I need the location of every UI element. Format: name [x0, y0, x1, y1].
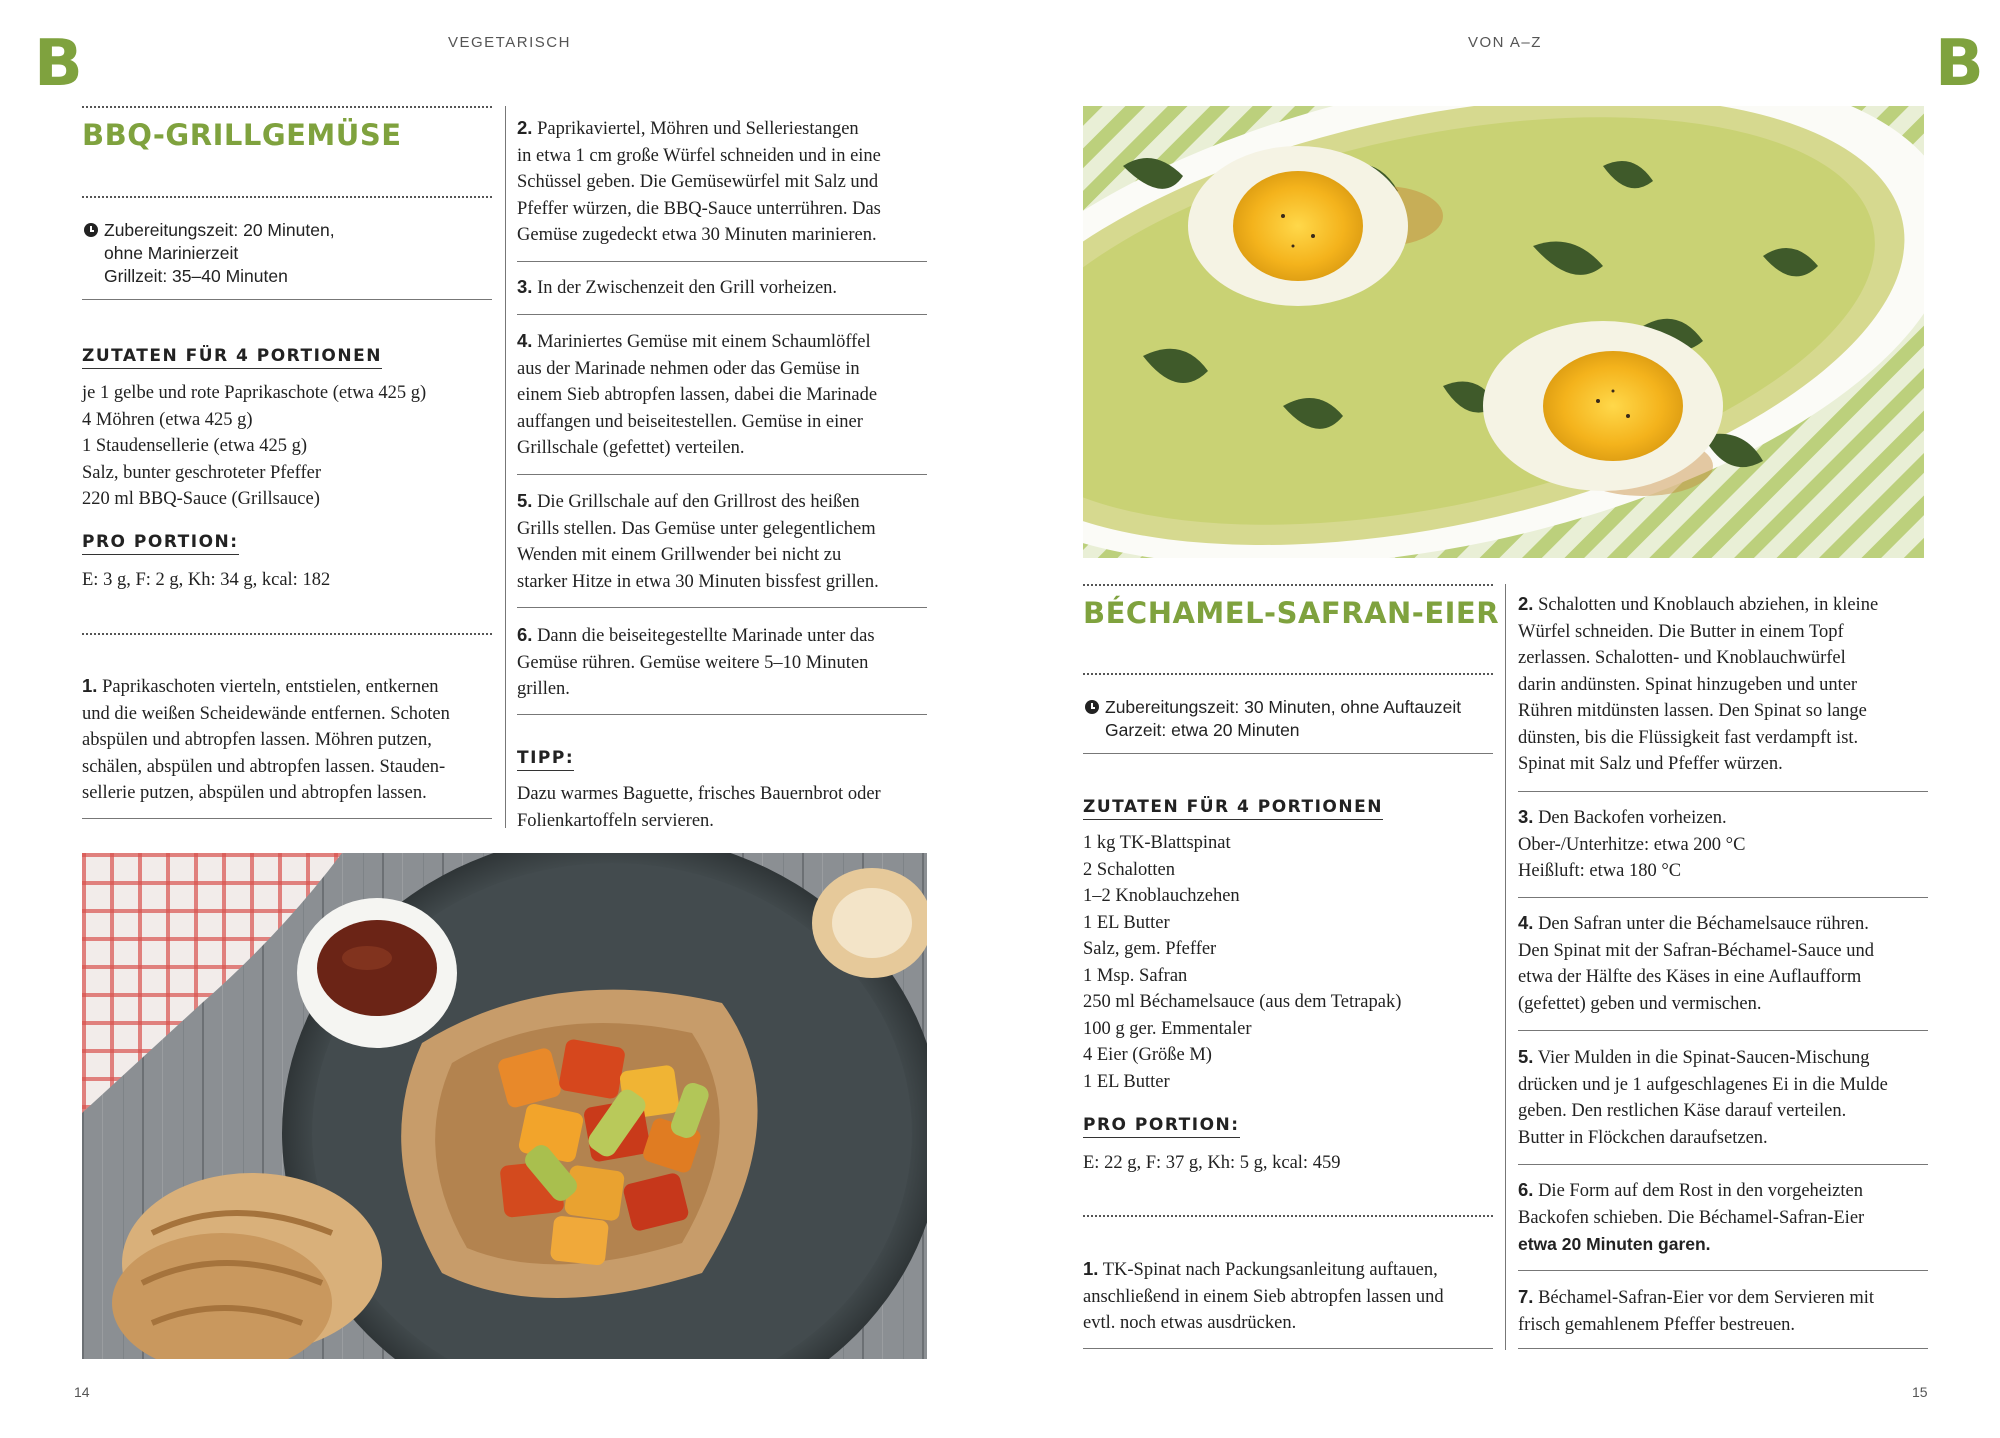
- step-2-bbq: 2. Paprikaviertel, Möhren und Selleriestangen in etwa 1 cm große Würfel schneiden und in eine Schüssel geben. Die Gemüsewürfel mit Salz und Pfeffer würzen, die BBQ-Sauce unterrühren. Das Gemüse zugedeckt etwa 30 Minuten marinieren.: [517, 117, 881, 245]
- step-5-bechamel: 5. Vier Mulden in die Spinat-Saucen-Mischung drücken und je 1 aufgeschlagenes Ei in die Mulde geben. Den restlichen Käse darauf verteilen. Butter in Flöckchen daraufsetzen.: [1518, 1046, 1888, 1148]
- clock-icon: [84, 223, 98, 237]
- divider: [517, 314, 927, 315]
- recipe-title-bbq: BBQ-GRILLGEMÜSE: [82, 118, 402, 152]
- divider: [517, 261, 927, 262]
- ingredient-list-bechamel: [1083, 830, 1503, 1095]
- divider: [1518, 1164, 1928, 1165]
- nutrition-bechamel: E: 22 g, F: 37 g, Kh: 5 g, kcal: 459: [1083, 1153, 1341, 1173]
- ingredient-item: 4 Eier (Größe M): [1083, 1045, 1212, 1065]
- running-head-left: VEGETARISCH: [448, 34, 571, 51]
- divider: [1518, 1270, 1928, 1271]
- divider: [1518, 897, 1928, 898]
- column-rule: [505, 106, 506, 828]
- portion-heading-bbq: PRO PORTION:: [82, 532, 239, 555]
- ingredient-item: 1 EL Butter: [1083, 1071, 1170, 1092]
- step-7-bechamel: 7. Béchamel-Safran-Eier vor dem Servieren mit frisch gemahlenem Pfeffer bestreuen.: [1518, 1286, 1875, 1335]
- section-letter-left: B: [34, 27, 83, 101]
- ingredient-list-bbq: [82, 380, 502, 513]
- divider: [517, 714, 927, 715]
- ingredient-item: 1 Staudensellerie (etwa 425 g): [82, 436, 308, 456]
- running-head-right: VON A–Z: [1468, 34, 1542, 51]
- ingredient-item: 4 Möhren (etwa 425 g): [82, 409, 253, 430]
- step-4-bechamel: 4. Den Safran unter die Béchamelsauce rühren. Den Spinat mit der Safran-Béchamel-Sauce und etwa der Hälfte des Käses in eine Auflaufform (gefettet) geben und vermischen.: [1518, 912, 1875, 1014]
- step-1-bbq: 1. Paprikaschoten vierteln, entstielen, entkernen und die weißen Scheidewände entfernen. Schoten abspülen und abtropfen lassen. Möhren putzen, schälen, abspülen und abtropfen lassen. Stauden- sellerie putzen, abspülen und abtropfen lassen.: [82, 675, 450, 803]
- column-rule: [1505, 584, 1506, 1350]
- ingredient-item: 1–2 Knoblauchzehen: [1083, 886, 1240, 906]
- ingredients-heading-bbq: ZUTATEN FÜR 4 PORTIONEN: [82, 346, 382, 369]
- ingredient-item: 250 ml Béchamelsauce (aus dem Tetrapak): [1083, 992, 1402, 1012]
- divider: [1518, 791, 1928, 792]
- nutrition-bbq: E: 3 g, F: 2 g, Kh: 34 g, kcal: 182: [82, 570, 331, 590]
- divider: [1518, 1030, 1928, 1031]
- step-1-bechamel: 1. TK-Spinat nach Packungsanleitung auftauen, anschließend in einem Sieb abtropfen lassen und evtl. noch etwas ausdrücken.: [1083, 1258, 1444, 1333]
- ingredient-item: 220 ml BBQ-Sauce (Grillsauce): [82, 489, 320, 509]
- step-6-bbq: 6. Dann die beiseitegestellte Marinade unter das Gemüse rühren. Gemüse weitere 5–10 Minuten grillen.: [517, 624, 875, 699]
- time-info-bechamel: Zubereitungszeit: 30 Minuten, ohne Auftauzeit Garzeit: etwa 20 Minuten: [1085, 696, 1505, 742]
- recipe-title-bechamel: BÉCHAMEL-SAFRAN-EIER: [1083, 596, 1500, 630]
- divider: [1083, 1348, 1493, 1349]
- divider: [1083, 673, 1493, 675]
- divider: [1518, 1348, 1928, 1349]
- divider: [82, 818, 492, 819]
- portion-heading-bechamel: PRO PORTION:: [1083, 1115, 1240, 1138]
- ingredient-item: Salz, gem. Pfeffer: [1083, 939, 1217, 959]
- tip-text: Dazu warmes Baguette, frisches Bauernbrot oder Folienkartoffeln servieren.: [517, 784, 881, 831]
- page-number-right: 15: [1912, 1384, 1928, 1400]
- divider: [1083, 753, 1493, 754]
- grilled-vegetables-image: [82, 853, 927, 1359]
- divider: [82, 106, 492, 108]
- divider: [517, 607, 927, 608]
- clock-icon: [1085, 700, 1099, 714]
- step-3-bbq: 3. In der Zwischenzeit den Grill vorheizen.: [517, 276, 838, 298]
- baked-eggs-spinach-image: [1083, 106, 1924, 558]
- divider: [1083, 584, 1493, 586]
- ingredient-item: Salz, bunter geschroteter Pfeffer: [82, 462, 322, 483]
- time-info-bbq: Zubereitungszeit: 20 Minuten, ohne Marinierzeit Grillzeit: 35–40 Minuten: [84, 219, 494, 288]
- divider: [82, 633, 492, 635]
- ingredient-item: 100 g ger. Emmentaler: [1083, 1018, 1252, 1039]
- divider: [82, 196, 492, 198]
- divider: [517, 474, 927, 475]
- divider: [1083, 1215, 1493, 1217]
- ingredient-item: 2 Schalotten: [1083, 859, 1175, 880]
- step-4-bbq: 4. Mariniertes Gemüse mit einem Schaumlöffel aus der Marinade nehmen oder das Gemüse in einem Sieb abtropfen lassen, dabei die Marinade auffangen und beiseitestellen. Gemüse in einer Grillschale (gefettet) verteilen.: [517, 330, 878, 458]
- step-3-bechamel: 3. Den Backofen vorheizen. Ober-/Unterhitze: etwa 200 °C Heißluft: etwa 180 °C: [1518, 806, 1746, 881]
- section-letter-right: B: [1935, 27, 1984, 101]
- photo-bbq-grillgemuese: [82, 853, 927, 1359]
- photo-bechamel-safran-eier: [1083, 106, 1924, 558]
- step-2-bechamel: 2. Schalotten und Knoblauch abziehen, in kleine Würfel schneiden. Die Butter in einem Topf zerlassen. Schalotten- und Knoblauchwürfel darin andünsten. Spinat hinzugeben und unter Rühren mitdünsten lassen. Den Spinat so lange dünsten, bis die Flüssigkeit fast verdampft ist. Spinat mit Salz und Pfeffer würzen.: [1518, 593, 1879, 774]
- divider: [82, 299, 492, 300]
- ingredient-item: je 1 gelbe und rote Paprikaschote (etwa 425 g): [82, 383, 427, 403]
- ingredient-item: 1 EL Butter: [1083, 912, 1170, 933]
- step-6-bechamel: 6. Die Form auf dem Rost in den vorgeheizten Backofen schieben. Die Béchamel-Safran-Eier etwa 20 Minuten garen.: [1518, 1179, 1865, 1254]
- tip-heading: TIPP:: [517, 748, 574, 771]
- ingredients-heading-bechamel: ZUTATEN FÜR 4 PORTIONEN: [1083, 797, 1383, 820]
- step-5-bbq: 5. Die Grillschale auf den Grillrost des heißen Grills stellen. Das Gemüse unter gelegentlichem Wenden mit einem Grillwender bei nicht zu starker Hitze in etwa 30 Minuten bissfest grillen.: [517, 490, 879, 592]
- ingredient-item: 1 Msp. Safran: [1083, 965, 1188, 986]
- ingredient-item: 1 kg TK-Blattspinat: [1083, 833, 1231, 853]
- page-number-left: 14: [74, 1384, 90, 1400]
